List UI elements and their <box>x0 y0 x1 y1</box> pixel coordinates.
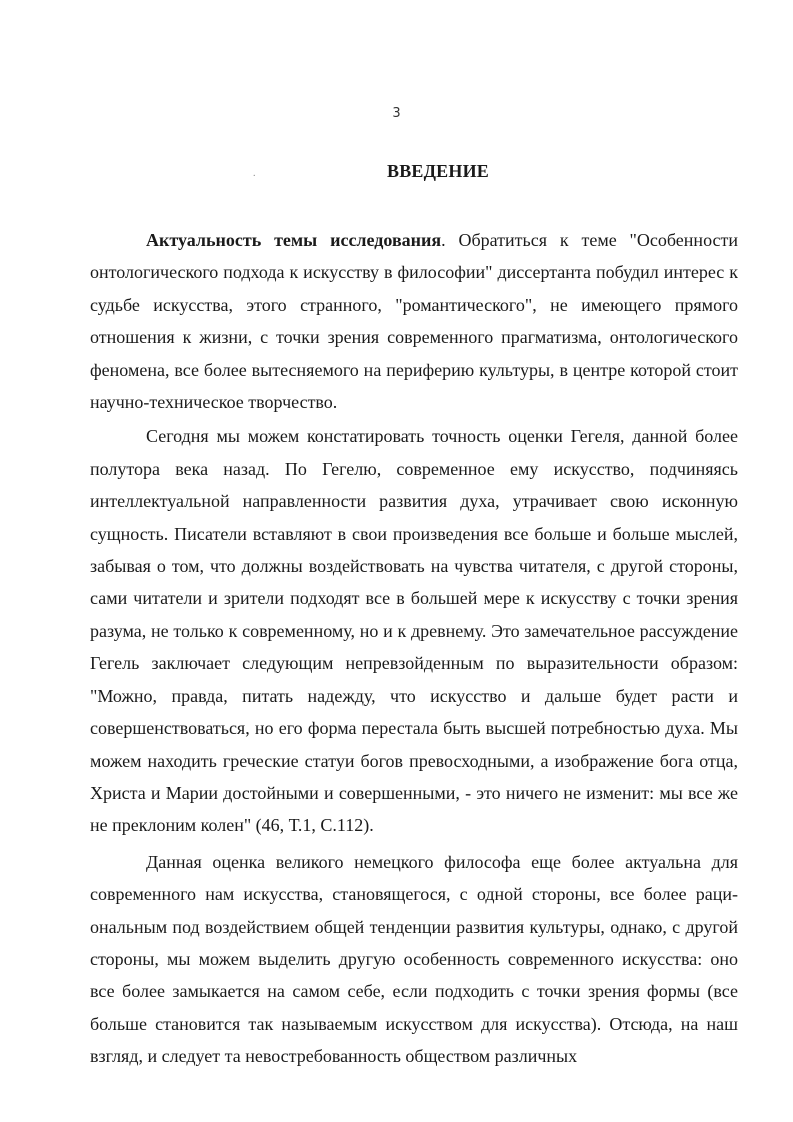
page-number: 3 <box>392 106 401 121</box>
body-text <box>90 224 738 1073</box>
paragraph-text: . Обратиться к теме "Особенности онтологического подхода к искусству в философии" диссертанта побудил интерес к судьбе искусства, этого странного, "романтического", не имеющего прямого отношения к жизни, с точки зрения современного прагматизма, онтологического феномена, все более вытесняемого на периферию культуры, в центре которой стоит научно-техническое творчество. <box>90 230 738 413</box>
stray-mark: . <box>253 168 256 179</box>
paragraph-hegel: Сегодня мы можем констатировать точность оценки Гегеля, данной более полутора века назад. По Гегелю, современное ему искусство, подчиняясь интеллектуальной направленности развития духа, утрачивает свою исконную сущность. Писатели вставляют в свои произведения все больше и больше мыслей, забывая о том, что должны воздействовать на чувства читателя, с другой стороны, сами читатели и зрители подходят все в большей мере к искусству с точки зрения разума, не только к современному, но и к древнему. Это замечательное рассуждение Гегель заключает следующим непревзойденным по выразительности образом: "Можно, правда, питать надежду, что искусство и дальше будет расти и совершенствоваться, но его форма перестала быть высшей потребностью духа. Мы можем находить греческие статуи богов превосходными, а изображение бога отца, Христа и Марии достойными и совершенными, - это ничего не изменит: мы все же не преклоним колен" (46, Т.1, С.112). <box>90 426 738 836</box>
paragraph-relevance <box>90 224 738 418</box>
section-heading: ВВЕДЕНИЕ <box>386 161 489 181</box>
paragraph-assessment: Данная оценка великого немецкого философа еще более актуальна для современного нам искусства, становящегося, с одной стороны, все более рациональным под воздействием общей тенденции развития культуры, однако, с другой стороны, мы можем выделить другую особенность современного искусства: оно все более замыкается на самом себе, если подходить с точки зрения формы (все больше становится так называемым искусством для искусства). Отсюда, на наш взгляд, и следует та невостребованность обществом различных <box>90 851 738 1067</box>
paragraph-lead-bold: Актуальность темы исследования <box>146 230 442 250</box>
